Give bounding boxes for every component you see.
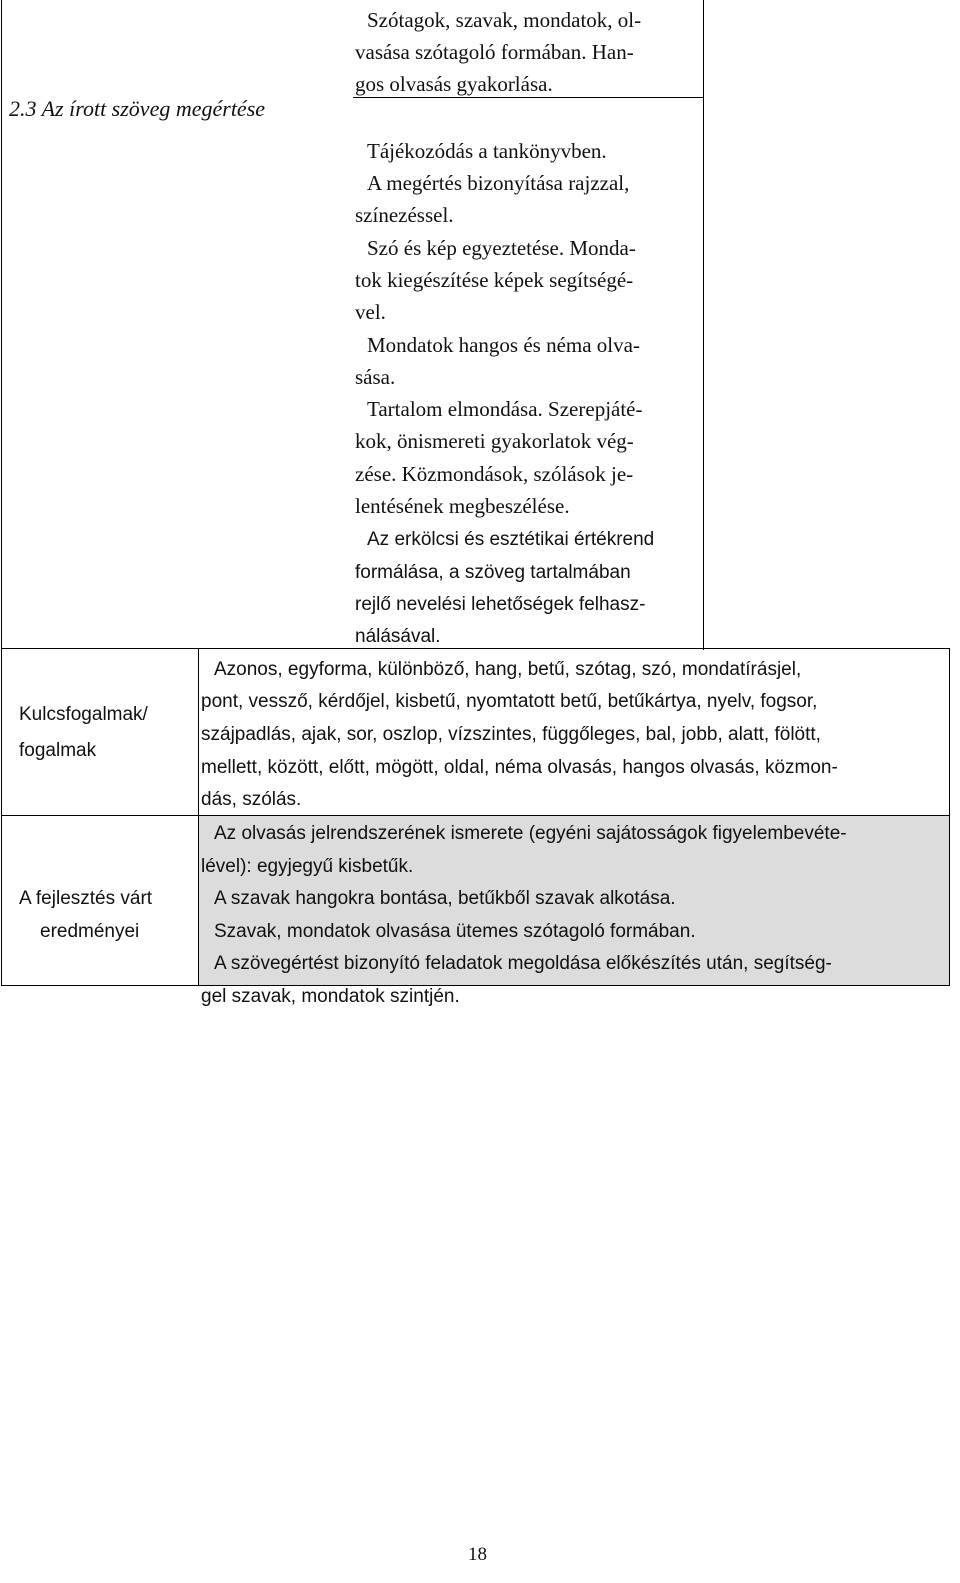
top-block-line: gos olvasás gyakorlása. <box>355 72 553 96</box>
keywords-label-line2: fogalmak <box>19 740 97 761</box>
activity-line: kok, önismereti gyakorlatok vég- <box>355 429 634 453</box>
activity-line: Mondatok hangos és néma olva- <box>367 333 640 357</box>
table-border-right-bottom <box>949 648 950 986</box>
table-border-left <box>1 0 2 986</box>
ethics-line: formálása, a szöveg tartalmában <box>355 562 631 583</box>
table-border-vertical-inner <box>198 648 199 986</box>
activity-line: zése. Közmondások, szólások je- <box>355 462 634 486</box>
results-line: Az olvasás jelrendszerének ismerete (egyéni sajátosságok figyelembevéte- <box>214 823 847 844</box>
results-line: lével): egyjegyű kisbetűk. <box>201 856 414 877</box>
keywords-line: dás, szólás. <box>201 789 302 810</box>
table-border-keywords-bottom <box>1 815 950 816</box>
keywords-label-line1: Kulcsfogalmak/ <box>19 704 148 725</box>
page-number: 18 <box>468 1544 487 1565</box>
activity-line: A megértés bizonyítása rajzzal, <box>367 171 630 195</box>
ethics-line: Az erkölcsi és esztétikai értékrend <box>367 529 655 550</box>
keywords-line: szájpadlás, ajak, sor, oszlop, vízszintes, függőleges, bal, jobb, alatt, fölött, <box>201 724 821 745</box>
results-line: gel szavak, mondatok szintjén. <box>201 986 460 1007</box>
activity-line: Tájékozódás a tankönyvben. <box>367 139 607 163</box>
keywords-line: pont, vessző, kérdőjel, kisbetű, nyomtatott betű, betűkártya, nyelv, fogsor, <box>201 691 818 712</box>
activity-line: színezéssel. <box>355 203 454 227</box>
results-line: A szövegértést bizonyító feladatok megoldása előkészítés után, segítség- <box>214 953 832 974</box>
activity-line: vel. <box>355 300 386 324</box>
results-line: Szavak, mondatok olvasása ütemes szótagoló formában. <box>214 921 696 942</box>
ethics-line: rejlő nevelési lehetőségek felhasz- <box>355 594 646 615</box>
activity-line: Szó és kép egyeztetése. Monda- <box>367 236 636 260</box>
results-label-line1: A fejlesztés várt <box>19 888 153 909</box>
table-border-section-bottom <box>1 648 950 649</box>
activity-line: Tartalom elmondása. Szerepjáté- <box>367 397 643 421</box>
activity-line: sása. <box>355 365 396 389</box>
activity-line: lentésének megbeszélése. <box>355 494 570 518</box>
keywords-line: Azonos, egyforma, különböző, hang, betű, szótag, szó, mondatírásjel, <box>214 659 802 680</box>
keywords-line: mellett, között, előtt, mögött, oldal, néma olvasás, hangos olvasás, közmon- <box>201 757 838 778</box>
results-label-line2: eredményei <box>40 921 140 942</box>
ethics-line: nálásával. <box>355 626 441 647</box>
top-block-line: vasása szótagoló formában. Han- <box>355 40 634 64</box>
top-block-line: Szótagok, szavak, mondatok, ol- <box>367 8 642 32</box>
table-border-bottom <box>1 985 950 986</box>
section-label: 2.3 Az írott szöveg megértése <box>9 96 266 121</box>
activity-line: tok kiegészítése képek segítségé- <box>355 268 634 292</box>
results-line: A szavak hangokra bontása, betűkből szavak alkotása. <box>214 888 676 909</box>
table-border-topblock <box>353 97 704 98</box>
